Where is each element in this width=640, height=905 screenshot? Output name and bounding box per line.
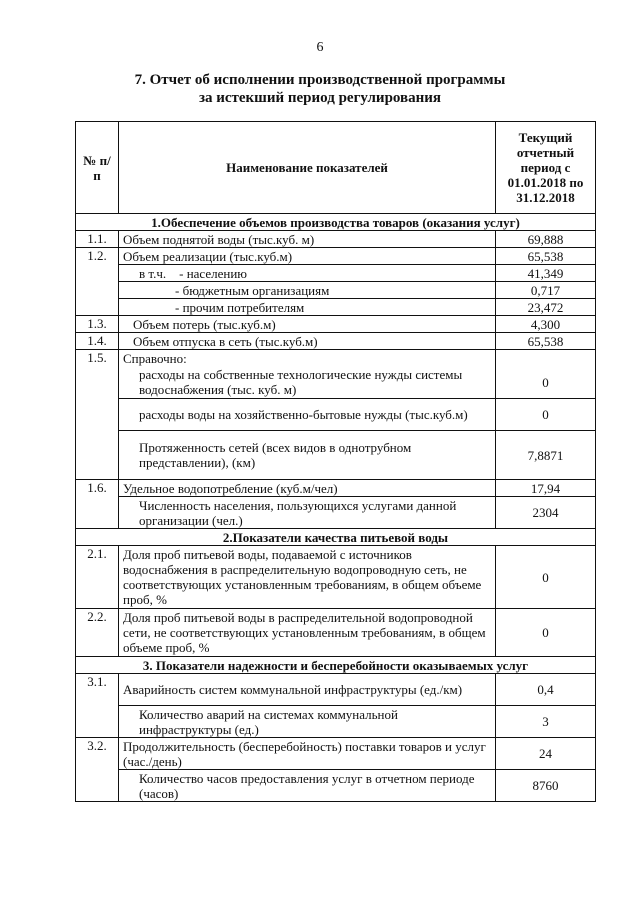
row-number: 1.2. <box>76 248 119 265</box>
row-name: - прочим потребителям <box>119 299 496 316</box>
row-number <box>76 706 119 738</box>
row-name: Продолжительность (бесперебойность) поставки товаров и услуг (час./день) <box>119 738 496 770</box>
row-number <box>76 431 119 480</box>
section-3-title: 3. Показатели надежности и бесперебойности оказываемых услуг <box>76 657 596 674</box>
row-number <box>76 299 119 316</box>
row-name: Доля проб питьевой воды, подаваемой с источников водоснабжения в распределительную водопроводную сеть, не соответствующих установленным требованиям, в общем объеме проб, % <box>119 546 496 609</box>
row-name: Объем поднятой воды (тыс.куб. м) <box>119 231 496 248</box>
row-value: 3 <box>496 706 596 738</box>
row-value: 0,4 <box>496 674 596 706</box>
row-number: 3.2. <box>76 738 119 770</box>
row-name: Объем отпуска в сеть (тыс.куб.м) <box>119 333 496 350</box>
table-row <box>76 265 596 282</box>
row-value: 4,300 <box>496 316 596 333</box>
table-row <box>76 333 596 350</box>
table-row <box>76 366 596 399</box>
row-number: 2.1. <box>76 546 119 609</box>
row-value: 17,94 <box>496 480 596 497</box>
table-row <box>76 706 596 738</box>
row-number: 1.6. <box>76 480 119 497</box>
table-row <box>76 674 596 706</box>
row-name: расходы на собственные технологические нужды системы водоснабжения (тыс. куб. м) <box>119 366 496 399</box>
report-table <box>75 121 596 802</box>
row-name: Справочно: <box>119 350 496 367</box>
table-row <box>76 770 596 802</box>
row-number <box>76 770 119 802</box>
table-row <box>76 350 596 367</box>
header-name: Наименование показателей <box>119 122 496 214</box>
row-value: 0 <box>496 546 596 609</box>
row-value: 0,717 <box>496 282 596 299</box>
row-name: Количество аварий на системах коммунальной инфраструктуры (ед.) <box>119 706 496 738</box>
row-name: Протяженность сетей (всех видов в однотрубном представлении), (км) <box>119 431 496 480</box>
section-header <box>76 214 596 231</box>
row-value: 0 <box>496 399 596 431</box>
table-row <box>76 282 596 299</box>
row-number <box>76 497 119 529</box>
table-row <box>76 299 596 316</box>
row-name: Количество часов предоставления услуг в отчетном периоде (часов) <box>119 770 496 802</box>
row-name: в т.ч. - населению <box>119 265 496 282</box>
row-number: 3.1. <box>76 674 119 706</box>
row-number: 1.5. <box>76 350 119 399</box>
header-num: № п/п <box>76 122 119 214</box>
title-line-2: за истекший период регулирования <box>198 90 442 106</box>
row-number <box>76 265 119 282</box>
row-value <box>496 350 596 367</box>
table-row <box>76 399 596 431</box>
table-row <box>76 738 596 770</box>
row-name: Аварийность систем коммунальной инфраструктуры (ед./км) <box>119 674 496 706</box>
row-value: 65,538 <box>496 333 596 350</box>
table-header <box>76 122 596 214</box>
table-row <box>76 316 596 333</box>
row-value: 24 <box>496 738 596 770</box>
table-row <box>76 497 596 529</box>
row-value: 0 <box>496 609 596 657</box>
row-value: 23,472 <box>496 299 596 316</box>
table-row <box>76 609 596 657</box>
row-name: расходы воды на хозяйственно-бытовые нужды (тыс.куб.м) <box>119 399 496 431</box>
report-title <box>0 71 640 107</box>
row-value: 7,8871 <box>496 431 596 480</box>
row-name: Удельное водопотребление (куб.м/чел) <box>119 480 496 497</box>
row-number <box>76 282 119 299</box>
row-value: 8760 <box>496 770 596 802</box>
table-row <box>76 431 596 480</box>
row-value: 0 <box>496 366 596 399</box>
header-period: Текущий отчетный период с 01.01.2018 по 31.12.2018 <box>496 122 596 214</box>
table-row <box>76 480 596 497</box>
row-number: 1.1. <box>76 231 119 248</box>
row-name: Объем реализации (тыс.куб.м) <box>119 248 496 265</box>
row-number: 2.2. <box>76 609 119 657</box>
row-number <box>76 399 119 431</box>
row-value: 41,349 <box>496 265 596 282</box>
row-number: 1.4. <box>76 333 119 350</box>
section-1-title: 1.Обеспечение объемов производства товаров (оказания услуг) <box>76 214 596 231</box>
row-name: - бюджетным организациям <box>119 282 496 299</box>
section-header <box>76 657 596 674</box>
section-header <box>76 529 596 546</box>
row-value: 65,538 <box>496 248 596 265</box>
table-row <box>76 248 596 265</box>
row-name: Доля проб питьевой воды в распределительной водопроводной сети, не соответствующих установленным требованиям, в общем объеме проб, % <box>119 609 496 657</box>
page-number: 6 <box>316 40 324 55</box>
title-line-1: 7. Отчет об исполнении производственной программы <box>134 72 506 88</box>
row-value: 69,888 <box>496 231 596 248</box>
table-row <box>76 546 596 609</box>
table-row <box>76 231 596 248</box>
row-name: Численность населения, пользующихся услугами данной организации (чел.) <box>119 497 496 529</box>
section-2-title: 2.Показатели качества питьевой воды <box>76 529 596 546</box>
row-name: Объем потерь (тыс.куб.м) <box>119 316 496 333</box>
row-number: 1.3. <box>76 316 119 333</box>
row-value: 2304 <box>496 497 596 529</box>
